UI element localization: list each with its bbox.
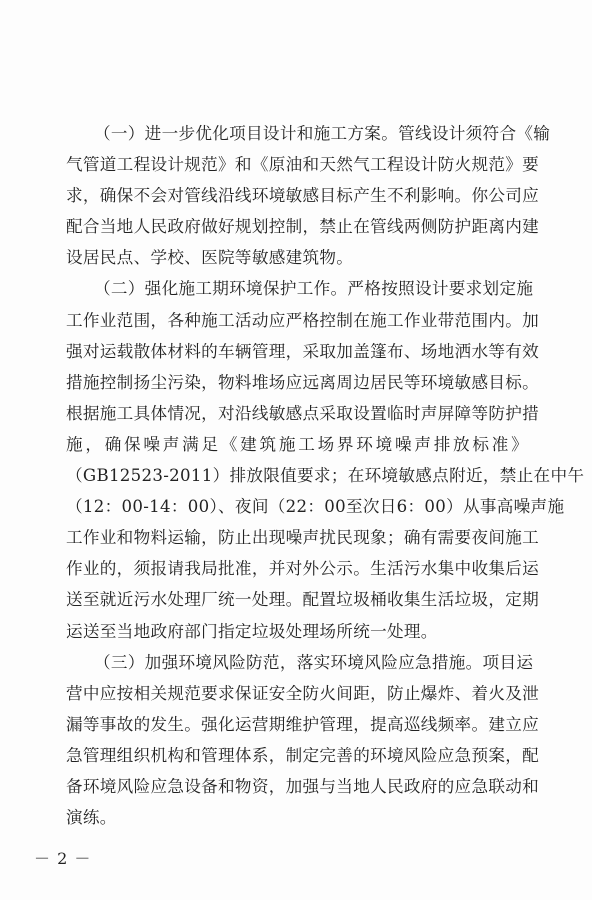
paragraph-2-line-9: 工作业和物料运输，防止出现噪声扰民现象；确有需要夜间施工 xyxy=(66,528,540,548)
paragraph-2-line-6: 施，确保噪声满足《建筑施工场界环境噪声排放标准》 xyxy=(66,434,528,454)
paragraph-2-line-11: 送至就近污水处理厂统一处理。配置垃圾桶收集生活垃圾，定期 xyxy=(66,590,540,610)
paragraph-3-line-5: 备环境风险应急设备和物资，加强与当地人民政府的应急联动和 xyxy=(66,776,540,796)
paragraph-1-line-3: 求，确保不会对管线沿线环境敏感目标产生不利影响。你公司应 xyxy=(66,186,540,206)
paragraph-2-line-7: （GB12523-2011）排放限值要求；在环境敏感点附近，禁止在中午 xyxy=(66,466,585,486)
paragraph-2-line-5: 根据施工具体情况，对沿线敏感点采取设置临时声屏障等防护措 xyxy=(66,403,540,423)
paragraph-2-line-10: 作业的，须报请我局批准，并对外公示。生活污水集中收集后运 xyxy=(66,559,540,579)
document-body xyxy=(66,118,585,833)
paragraph-2-line-1: （二）强化施工期环境保护工作。严格按照设计要求划定施 xyxy=(94,279,534,299)
paragraph-3-line-6: 演练。 xyxy=(66,808,117,828)
paragraph-2-line-12: 运送至当地政府部门指定垃圾处理场所统一处理。 xyxy=(66,621,438,641)
paragraph-1-line-2: 气管道工程设计规范》和《原油和天然气工程设计防火规范》要 xyxy=(66,155,540,175)
paragraph-1-line-1: （一）进一步优化项目设计和施工方案。管线设计须符合《输 xyxy=(94,124,551,143)
page-number: － 2 － xyxy=(34,849,92,868)
paragraph-3-line-3: 漏等事故的发生。强化运营期维护管理，提高巡线频率。建立应 xyxy=(66,714,540,734)
paragraph-2-line-2: 工作业范围，各种施工活动应严格控制在施工作业带范围内。加 xyxy=(66,310,540,330)
paragraph-2-line-8: （12：00-14：00）、夜间（22：00至次日6：00）从事高噪声施 xyxy=(66,497,565,517)
paragraph-3-line-2: 营中应按相关规范要求保证安全防火间距，防止爆炸、着火及泄 xyxy=(66,683,540,703)
paragraph-2-line-4: 措施控制扬尘污染，物料堆场应远离周边居民等环境敏感目标。 xyxy=(66,372,540,392)
paragraph-3-line-1: （三）加强环境风险防范，落实环境风险应急措施。项目运 xyxy=(94,652,534,672)
paragraph-3-line-4: 急管理组织机构和管理体系，制定完善的环境风险应急预案，配 xyxy=(66,745,540,765)
paragraph-1-line-4: 配合当地人民政府做好规划控制，禁止在管线两侧防护距离内建 xyxy=(66,217,540,237)
paragraph-1-line-5: 设居民点、学校、医院等敏感建筑物。 xyxy=(66,248,354,268)
paragraph-2-line-3: 强对运载散体材料的车辆管理，采取加盖篷布、场地洒水等有效 xyxy=(66,341,540,361)
